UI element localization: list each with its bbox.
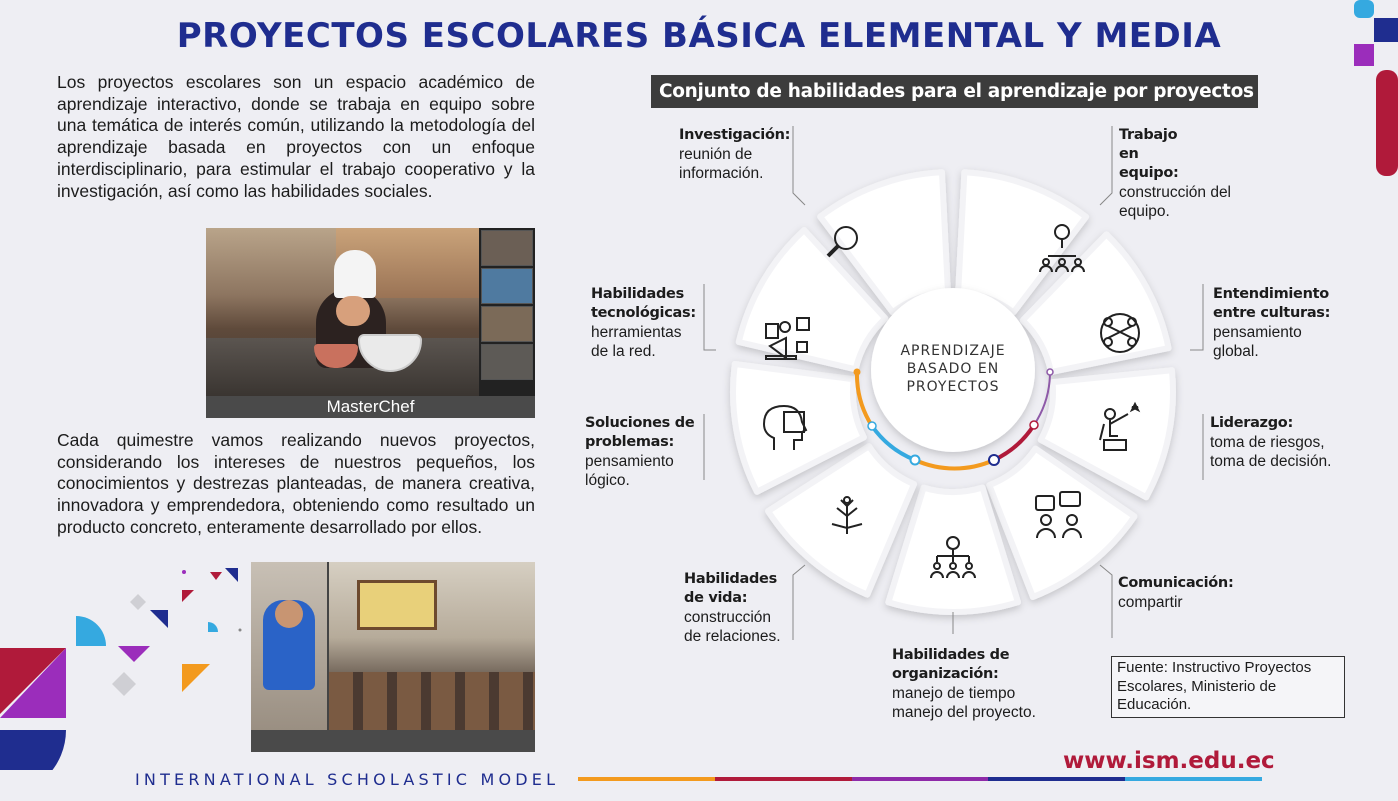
footer-line-segment — [988, 777, 1125, 781]
skill-liderazgo: Liderazgo: toma de riesgos, toma de decisión. — [1210, 415, 1332, 470]
skill-habilidades-vida: Habilidades de vida: construcción de relaciones. — [684, 571, 781, 645]
intro-paragraph: Los proyectos escolares son un espacio académico de aprendizaje interactivo, donde se trabaja en equipo sobre una temática de interés común, utilizando la metodología del aprendizaje basada en proyectos con un enfoque interdisciplinario, para estimular el trabajo cooperativo y la investigación, así como las habilidades sociales. — [57, 72, 535, 201]
skill-investigacion: Investigación: reunión de información. — [679, 127, 791, 182]
skill-trabajo-equipo: Trabajo en equipo: construcción del equipo. — [1119, 127, 1232, 220]
center-line-2: BASADO EN — [906, 361, 1000, 377]
classroom-photo — [251, 562, 535, 752]
video-call-thumbnails — [479, 228, 535, 396]
center-line-3: PROYECTOS — [906, 379, 1000, 395]
skill-tecnologicas: Habilidades tecnológicas: herramientas de la red. — [591, 286, 696, 360]
center-line-1: APRENDIZAJE — [900, 343, 1006, 359]
skills-heading: Conjunto de habilidades para el aprendizaje por proyectos — [651, 75, 1258, 108]
footer-line-segment — [852, 777, 989, 781]
photo-caption: MasterChef — [206, 396, 535, 418]
skill-soluciones: Soluciones de problemas: pensamiento lógico. — [585, 415, 695, 489]
corner-decoration — [1350, 0, 1398, 180]
footer-line-segment — [1125, 777, 1262, 781]
footer-line-segment — [578, 777, 715, 781]
masterchef-photo — [206, 228, 535, 418]
skill-comunicacion: Comunicación: compartir — [1118, 575, 1234, 611]
footer-brand: INTERNATIONAL SCHOLASTIC MODEL — [135, 770, 560, 789]
footer-line-segment — [715, 777, 852, 781]
page-title: PROYECTOS ESCOLARES BÁSICA ELEMENTAL Y MEDIA — [176, 16, 1222, 56]
skill-entendimiento: Entendimiento entre culturas: pensamiento global. — [1213, 286, 1331, 360]
skill-organizacion: Habilidades de organización: manejo de tiempo manejo del proyecto. — [892, 647, 1036, 721]
website-link[interactable]: www.ism.edu.ec — [1063, 748, 1275, 774]
source-note: Fuente: Instructivo Proyectos Escolares, Ministerio de Educación. — [1111, 656, 1345, 718]
second-paragraph: Cada quimestre vamos realizando nuevos proyectos, considerando los intereses de nuestros pequeños, los conocimientos y destrezas planteadas, de manera creativa, innovadora y emprendedora, obteniendo como resultado un producto concreto, enteramente desarrollado por ellos. — [57, 430, 535, 537]
decorative-shapes — [0, 560, 250, 770]
